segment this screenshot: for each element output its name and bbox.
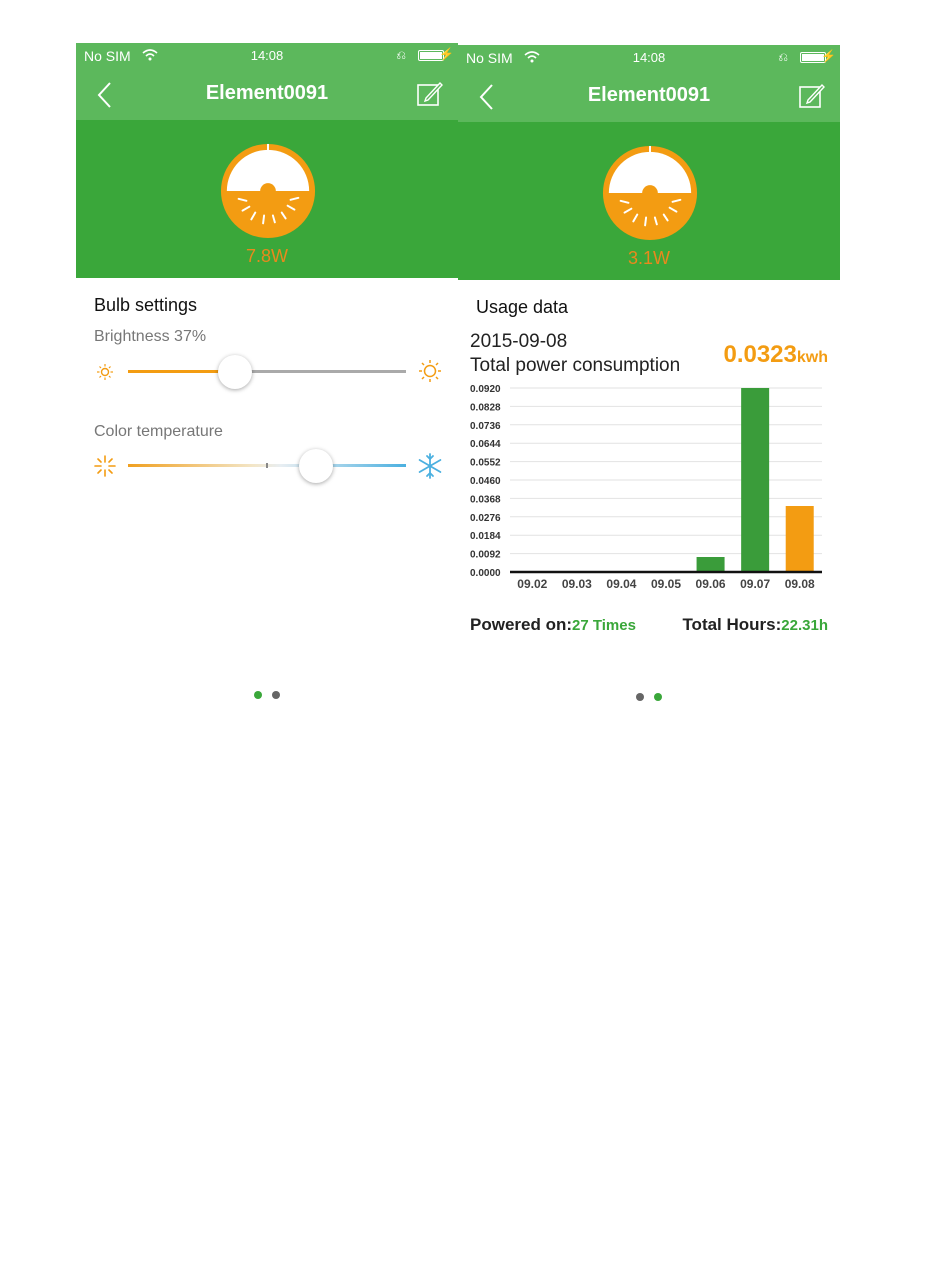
y-tick-label: 0.0920 [470, 384, 501, 395]
lock-rotation-icon: ⎌ [778, 50, 788, 64]
usage-date: 2015-09-08 [470, 331, 568, 352]
usage-data-screen [458, 45, 840, 725]
status-bar [76, 43, 458, 70]
power-readout: 3.1W [627, 248, 670, 268]
brightness-label: Brightness 37% [94, 328, 207, 345]
snowflake-icon [417, 453, 443, 479]
y-tick-label: 0.0276 [470, 512, 501, 524]
y-tick-label: 0.0368 [470, 494, 501, 506]
color-temperature-label: Color temperature [94, 423, 223, 440]
nav-bar [458, 72, 840, 122]
sun-large-icon [418, 359, 442, 383]
usage-bar-chart [458, 380, 840, 595]
bulb-icon[interactable] [601, 144, 699, 242]
x-tick-label: 09.02 [517, 577, 548, 591]
bar-09.08[interactable] [786, 506, 814, 572]
clock: 14:08 [632, 50, 666, 65]
y-tick-label: 0.0736 [470, 420, 501, 432]
x-tick-label: 09.07 [740, 577, 771, 591]
brightness-slider-thumb[interactable] [218, 355, 252, 389]
total-hours-label: Total Hours: [682, 615, 782, 634]
edit-icon[interactable] [416, 80, 444, 108]
powered-on-stat [470, 615, 636, 635]
total-power-label: Total power consumption [470, 355, 681, 376]
warm-sparkle-icon [94, 455, 116, 477]
bulb-settings-screen [76, 43, 458, 723]
y-tick-label: 0.0092 [470, 549, 501, 561]
total-power-number: 0.0323 [723, 341, 797, 368]
section-title: Bulb settings [94, 295, 198, 315]
total-power-unit: kwh [796, 349, 828, 366]
status-bar [458, 45, 840, 72]
page-title: Element0091 [587, 84, 711, 106]
y-tick-label: 0.0000 [470, 568, 501, 579]
page-indicator [458, 688, 840, 706]
y-tick-label: 0.0828 [470, 402, 501, 414]
bar-09.06[interactable] [697, 557, 725, 572]
sun-small-icon [96, 363, 114, 381]
x-tick-label: 09.05 [650, 577, 682, 591]
y-tick-label: 0.0184 [470, 531, 501, 543]
charging-icon: ⚡ [439, 47, 454, 61]
total-hours-stat [682, 615, 828, 635]
page-dot-1[interactable] [636, 693, 644, 701]
charging-icon: ⚡ [821, 49, 836, 63]
page-indicator [76, 686, 458, 704]
x-tick-label: 09.04 [606, 577, 637, 591]
carrier-label: No SIM [84, 48, 131, 64]
y-tick-label: 0.0460 [470, 476, 501, 487]
page-title: Element0091 [205, 82, 329, 104]
carrier-label: No SIM [466, 50, 513, 66]
bulb-hero [76, 120, 458, 278]
page-dot-2[interactable] [272, 691, 280, 699]
y-tick-label: 0.0644 [470, 439, 501, 451]
powered-on-value: 27 Times [572, 617, 636, 634]
x-tick-label: 09.06 [695, 577, 726, 591]
y-tick-label: 0.0552 [470, 457, 501, 469]
edit-icon[interactable] [798, 82, 826, 110]
x-tick-label: 09.03 [561, 577, 592, 591]
color-temperature-slider[interactable] [128, 449, 406, 483]
color-temperature-center-tick [266, 463, 268, 468]
clock: 14:08 [250, 48, 284, 63]
powered-on-label: Powered on: [470, 615, 573, 634]
x-tick-label: 09.08 [784, 577, 815, 591]
bulb-icon[interactable] [219, 142, 317, 240]
page-dot-2-active[interactable] [654, 693, 662, 701]
bulb-hero [458, 122, 840, 280]
total-hours-value: 22.31h [781, 617, 828, 634]
power-readout: 7.8W [245, 246, 288, 266]
bar-09.07[interactable] [741, 388, 769, 572]
brightness-slider-track [235, 370, 406, 373]
page-dot-1-active[interactable] [254, 691, 262, 699]
color-temperature-slider-thumb[interactable] [299, 449, 333, 483]
brightness-slider[interactable] [128, 355, 406, 389]
lock-rotation-icon: ⎌ [396, 48, 406, 62]
section-title: Usage data [476, 297, 569, 317]
nav-bar [76, 70, 458, 120]
total-power-value [723, 341, 828, 369]
